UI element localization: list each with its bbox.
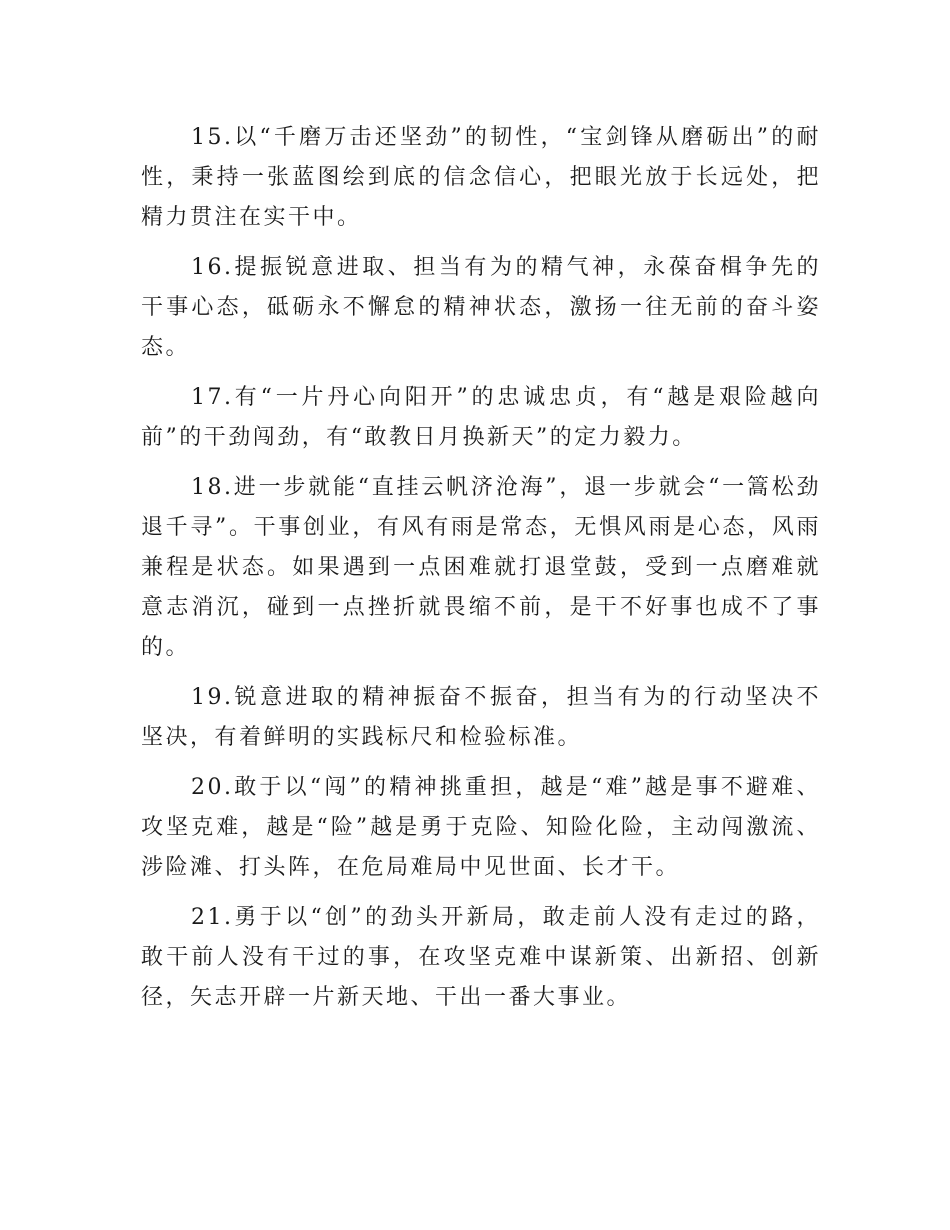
paragraph-15: 15.以“千磨万击还坚劲”的韧性，“宝剑锋从磨砺出”的耐性，秉持一张蓝图绘到底的信念信心，把眼光放于长远处，把精力贯注在实干中。 bbox=[141, 125, 821, 230]
paragraph-16: 16.提振锐意进取、担当有为的精气神，永葆奋楫争先的干事心态，砥砺永不懈怠的精神状态，激扬一往无前的奋斗姿态。 bbox=[141, 255, 821, 360]
document-body bbox=[141, 118, 821, 1018]
paragraph-17: 17.有“一片丹心向阳开”的忠诚忠贞，有“越是艰险越向前”的干劲闯劲，有“敢教日月换新天”的定力毅力。 bbox=[141, 385, 821, 450]
paragraph-21: 21.勇于以“创”的劲头开新局，敢走前人没有走过的路，敢干前人没有干过的事，在攻坚克难中谋新策、出新招、创新径，矢志开辟一片新天地、干出一番大事业。 bbox=[141, 905, 821, 1010]
paragraph-18: 18.进一步就能“直挂云帆济沧海”，退一步就会“一篙松劲退千寻”。干事创业，有风有雨是常态，无惧风雨是心态，风雨兼程是状态。如果遇到一点困难就打退堂鼓，受到一点磨难就意志消沉，碰到一点挫折就畏缩不前，是干不好事也成不了事的。 bbox=[141, 475, 821, 660]
paragraph-20: 20.敢于以“闯”的精神挑重担，越是“难”越是事不避难、攻坚克难，越是“险”越是勇于克险、知险化险，主动闯激流、涉险滩、打头阵，在危局难局中见世面、长才干。 bbox=[141, 775, 821, 880]
paragraph-19: 19.锐意进取的精神振奋不振奋，担当有为的行动坚决不坚决，有着鲜明的实践标尺和检验标准。 bbox=[141, 685, 821, 750]
